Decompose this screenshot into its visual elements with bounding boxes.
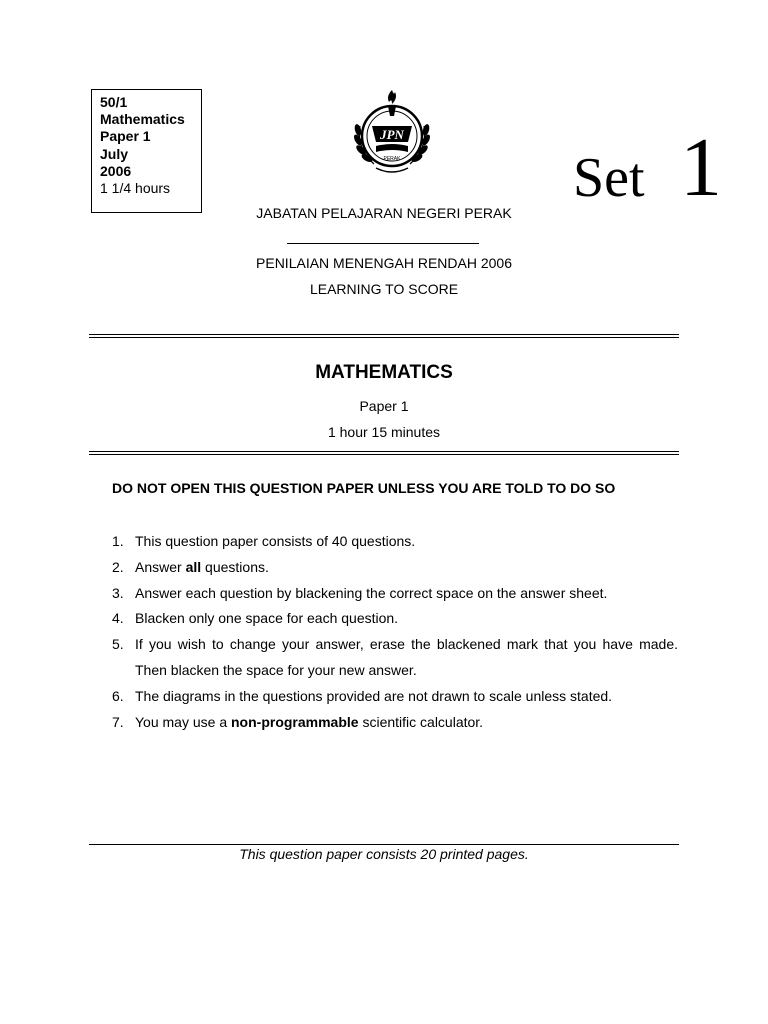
instruction-emphasis: non-programmable (231, 713, 359, 730)
exam-subtitle: LEARNING TO SCORE (309, 281, 459, 297)
instruction-item (112, 684, 678, 710)
svg-text:PERAK: PERAK (383, 156, 401, 162)
instruction-text (135, 606, 678, 632)
double-rule-top (89, 334, 679, 338)
instruction-number: 4. (112, 610, 124, 627)
instruction-text (135, 529, 678, 555)
subject-title: MATHEMATICS (315, 362, 453, 383)
paper-number: Paper 1 (100, 128, 151, 145)
instruction-item (112, 606, 678, 632)
paper-year: 2006 (100, 162, 132, 179)
instruction-number: 7. (112, 713, 124, 730)
instruction-text (135, 632, 678, 684)
header-divider (287, 243, 479, 244)
set-number: 1 (680, 121, 722, 214)
instruction-number: 3. (112, 584, 124, 601)
instruction-item (112, 710, 678, 736)
instruction-text-part: scientific calculator. (358, 713, 484, 730)
page-count-note: This question paper consists 20 printed pages. (239, 846, 529, 862)
set-label: Set (573, 147, 645, 209)
paper-subject: Mathematics (100, 111, 185, 128)
subject-paper: Paper 1 (359, 398, 409, 414)
instruction-text (135, 684, 678, 710)
instruction-text (135, 710, 678, 736)
department-name-text: JABATAN PELAJARAN NEGERI PERAK (256, 205, 512, 221)
svg-text:JPN: JPN (380, 127, 404, 142)
instruction-emphasis: all (185, 558, 202, 575)
instruction-text-part: This question paper consists of 40 questions. (135, 533, 416, 549)
instruction-text-part: The diagrams in the questions provided are not drawn to scale unless stated. (135, 687, 613, 704)
instructions-list (112, 529, 678, 735)
instruction-item (112, 581, 678, 607)
instruction-text (135, 581, 678, 607)
instruction-text-part: You may use a (135, 713, 231, 730)
warning-notice: DO NOT OPEN THIS QUESTION PAPER UNLESS YOU ARE TOLD TO DO SO (112, 480, 616, 496)
instruction-item (112, 555, 678, 581)
instruction-item (112, 632, 678, 684)
paper-info-box (91, 89, 202, 213)
paper-month: July (100, 145, 129, 162)
instruction-number: 1. (112, 533, 124, 549)
department-name (0, 204, 768, 222)
double-rule-bottom (89, 451, 679, 455)
instruction-number: 6. (112, 687, 124, 704)
instruction-text-part: Answer each question by blackening the correct space on the answer sheet. (135, 584, 608, 601)
instruction-item (112, 529, 678, 555)
paper-code: 50/1 (100, 94, 128, 110)
instruction-number: 5. (112, 636, 124, 653)
instruction-text-part: Answer (135, 558, 186, 575)
paper-duration: 1 1/4 hours (100, 180, 171, 197)
instruction-text (135, 555, 678, 581)
subject-duration: 1 hour 15 minutes (327, 424, 441, 440)
instruction-number: 2. (112, 558, 124, 575)
exam-title: PENILAIAN MENENGAH RENDAH 2006 (256, 255, 512, 271)
instruction-text-part: If you wish to change your answer, erase the blackened mark that you have made. Then blacken the space for your new answer. (135, 636, 678, 678)
instruction-text-part: Blacken only one space for each question. (135, 610, 399, 627)
instruction-text-part: questions. (201, 558, 269, 575)
perak-education-crest-icon (346, 86, 438, 182)
